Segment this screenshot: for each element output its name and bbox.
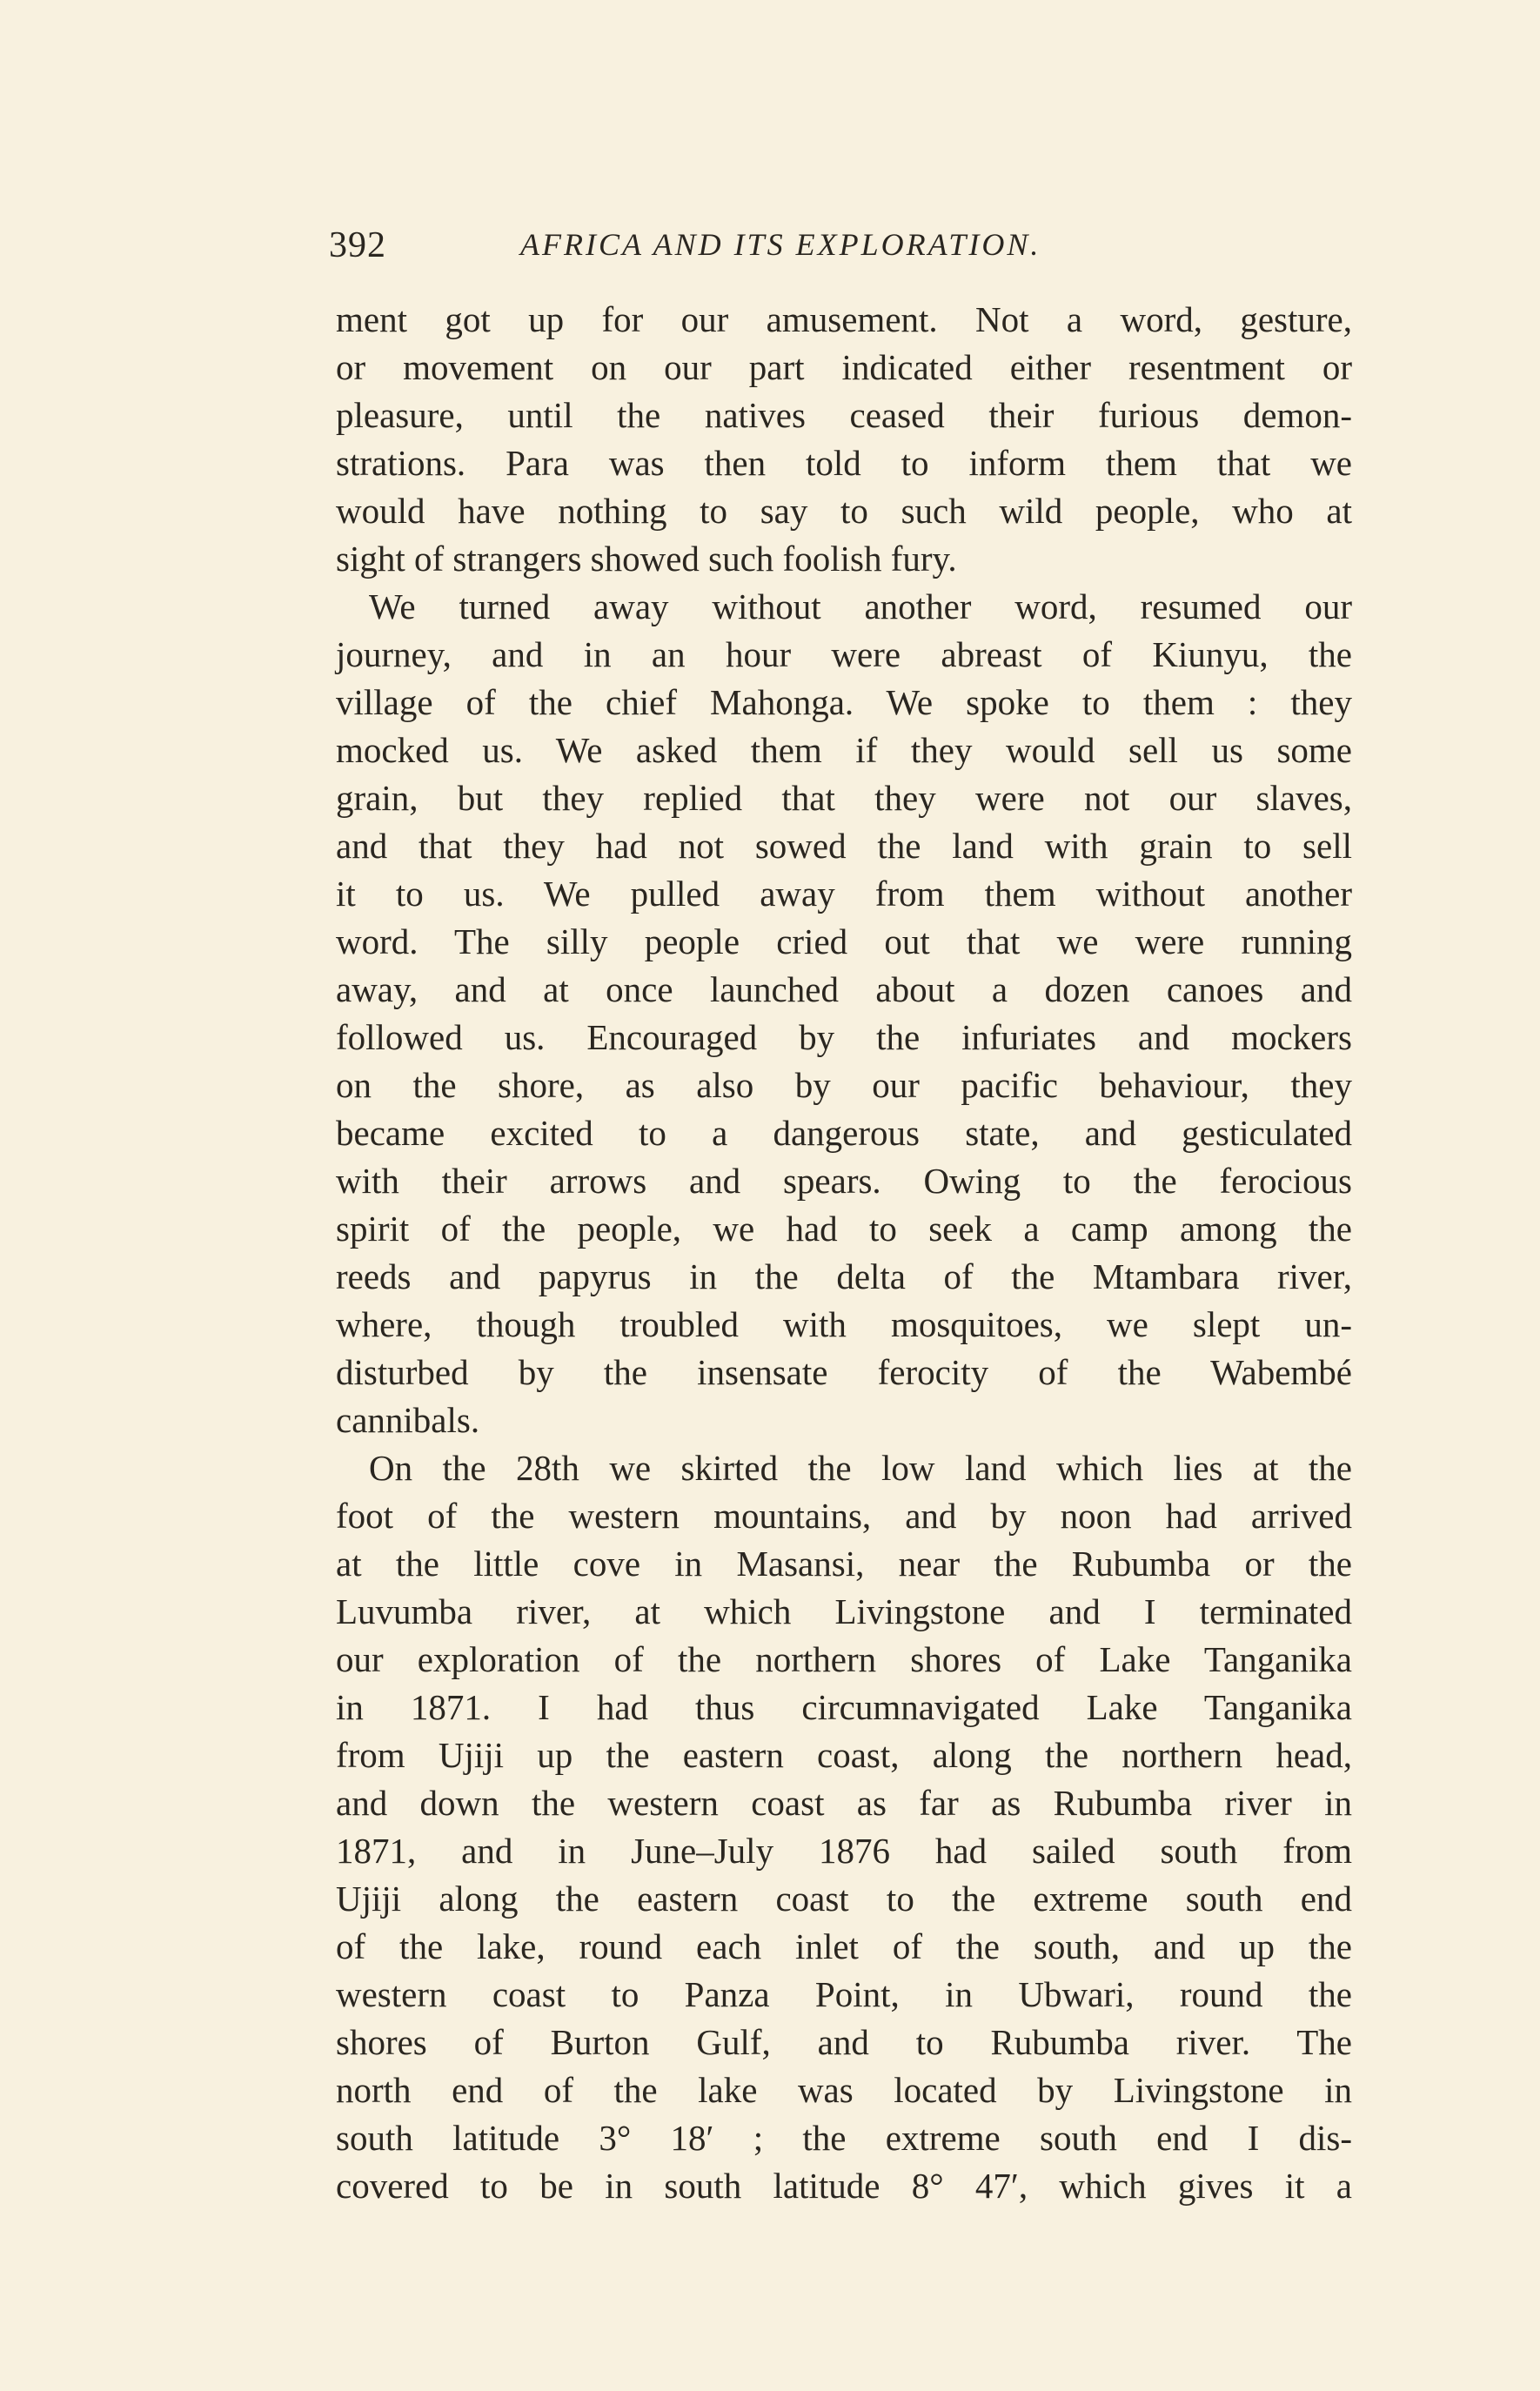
text-line: cannibals. [336, 1400, 480, 1440]
text-line: from Ujiji up the eastern coast, along the northern head, [336, 1735, 1352, 1775]
text-line: Luvumba river, at which Livingstone and I terminated [336, 1591, 1352, 1631]
text-line: journey, and in an hour were abreast of Kiunyu, the [336, 634, 1352, 674]
text-line: We turned away without another word, resumed our [369, 586, 1352, 626]
running-head: AFRICA AND ITS EXPLORATION. [520, 227, 1041, 262]
text-line: of the lake, round each inlet of the south, and up the [336, 1926, 1352, 1966]
page-number: 392 [329, 225, 386, 265]
text-line: 1871, and in June–July 1876 had sailed south from [336, 1831, 1352, 1871]
text-line: pleasure, until the natives ceased their furious demon- [336, 395, 1352, 435]
text-line: would have nothing to say to such wild people, who at [336, 491, 1352, 531]
text-line: or movement on our part indicated either resentment or [336, 347, 1352, 387]
text-line: away, and at once launched about a dozen canoes and [336, 969, 1352, 1009]
text-line: mocked us. We asked them if they would sell us some [336, 730, 1352, 770]
text-line: where, though troubled with mosquitoes, we slept un- [336, 1304, 1352, 1344]
text-line: north end of the lake was located by Livingstone in [336, 2070, 1352, 2110]
text-line: disturbed by the insensate ferocity of the Wabembé [336, 1352, 1352, 1392]
text-line: western coast to Panza Point, in Ubwari, round the [336, 1974, 1352, 2014]
text-line: and down the western coast as far as Rubumba river in [336, 1783, 1352, 1823]
text-line: it to us. We pulled away from them without another [336, 874, 1352, 914]
text-line: strations. Para was then told to inform them that we [336, 443, 1352, 483]
text-line: village of the chief Mahonga. We spoke to them : they [336, 682, 1352, 722]
text-line: with their arrows and spears. Owing to the ferocious [336, 1161, 1352, 1201]
text-line: on the shore, as also by our pacific behaviour, they [336, 1065, 1352, 1105]
text-line: and that they had not sowed the land with grain to sell [336, 826, 1352, 866]
text-line: at the little cove in Masansi, near the Rubumba or the [336, 1544, 1352, 1584]
text-line: sight of strangers showed such foolish fury. [336, 539, 957, 579]
page-header [329, 224, 1347, 277]
text-line: covered to be in south latitude 8° 47′, which gives it a [336, 2166, 1352, 2206]
text-line: spirit of the people, we had to seek a camp among the [336, 1209, 1352, 1249]
text-line: south latitude 3° 18′ ; the extreme south end I dis- [336, 2118, 1352, 2158]
text-line: reeds and papyrus in the delta of the Mtambara river, [336, 1256, 1352, 1296]
text-line: foot of the western mountains, and by noon had arrived [336, 1496, 1352, 1536]
text-line: grain, but they replied that they were not our slaves, [336, 778, 1352, 818]
text-line: On the 28th we skirted the low land which lies at the [369, 1448, 1352, 1488]
text-line: in 1871. I had thus circumnavigated Lake Tanganika [336, 1687, 1352, 1727]
text-line: word. The silly people cried out that we were running [336, 921, 1352, 961]
text-line: ment got up for our amusement. Not a word, gesture, [336, 299, 1352, 339]
text-line: shores of Burton Gulf, and to Rubumba river. The [336, 2022, 1352, 2062]
text-line: Ujiji along the eastern coast to the extreme south end [336, 1879, 1352, 1919]
text-line: followed us. Encouraged by the infuriates and mockers [336, 1017, 1352, 1057]
text-line: our exploration of the northern shores of Lake Tanganika [336, 1639, 1352, 1679]
text-line: became excited to a dangerous state, and gesticulated [336, 1113, 1352, 1153]
body-text [336, 296, 1352, 2210]
